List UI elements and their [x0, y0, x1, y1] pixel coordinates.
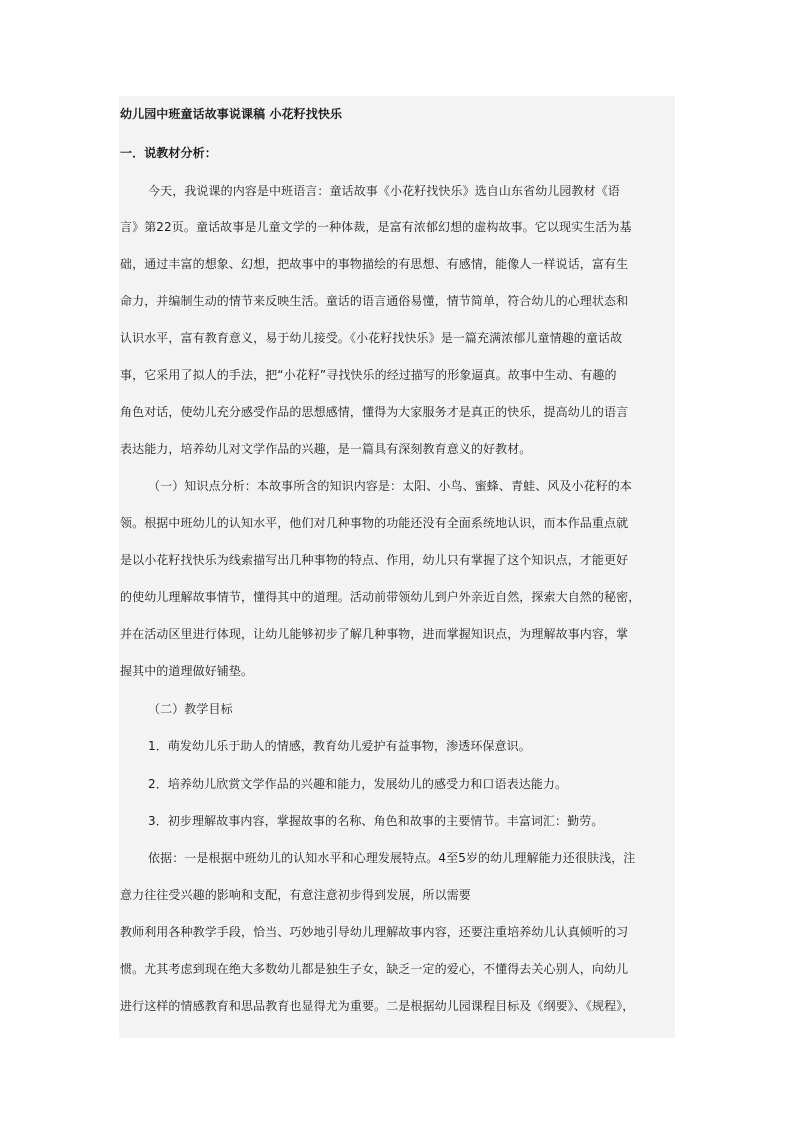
paragraph-line: 并在活动区里进行体现，让幼儿能够初步了解几种事物，进而掌握知识点，为理解故事内容，掌	[120, 627, 629, 641]
paragraph-line: 言》第22页。童话故事是儿童文学的一种体裁，是富有浓郁幻想的虚构故事。它以现实生活为基	[120, 220, 632, 234]
paragraph-line: 今天，我说课的内容是中班语言：童话故事《小花籽找快乐》选自山东省幼儿园教材《语	[148, 184, 620, 198]
objective-item: 3．初步理解故事内容，掌握故事的名称、角色和故事的主要情节。丰富词汇：勤劳。	[148, 814, 604, 828]
objective-item: 2．培养幼儿欣赏文学作品的兴趣和能力，发展幼儿的感受力和口语表达能力。	[148, 777, 568, 791]
paragraph-line: 进行这样的情感教育和思品教育也显得尤为重要。二是根据幼儿园课程目标及《纲要》、《规程》，	[120, 999, 635, 1013]
paragraph-line: 角色对话，使幼儿充分感受作品的思想感情，懂得为大家服务才是真正的快乐，提高幼儿的语言	[120, 405, 629, 419]
paragraph-line: 事，它采用了拟人的手法，把“小花籽”寻找快乐的经过描写的形象逼真。故事中生动、有趣的	[120, 368, 617, 382]
paragraph-line: 惯。尤其考虑到现在绝大多数幼儿都是独生子女，缺乏一定的爱心，不懂得去关心别人，向幼儿	[120, 962, 629, 976]
section-heading: 一．说教材分析：	[120, 146, 217, 160]
objective-item: 1．萌发幼儿乐于助人的情感，教育幼儿爱护有益事物，渗透环保意识。	[148, 739, 531, 753]
document-title: 幼儿园中班童话故事说课稿 小花籽找快乐	[120, 107, 343, 121]
subsection-heading: （二）教学目标	[148, 702, 233, 716]
paragraph-line: 教师利用各种教学手段，恰当、巧妙地引导幼儿理解故事内容，还要注重培养幼儿认真倾听的习	[120, 925, 629, 939]
paragraph-line: 认识水平，富有教育意义，易于幼儿接受。《小花籽找快乐》是一篇充满浓郁儿童情趣的童话故	[120, 331, 623, 345]
paragraph-line: 的使幼儿理解故事情节，懂得其中的道理。活动前带领幼儿到户外亲近自然，探索大自然的秘密，	[120, 590, 641, 604]
paragraph-line: 意力往往受兴趣的影响和支配，有意注意初步得到发展，所以需要	[120, 888, 471, 902]
paragraph-line: 表达能力，培养幼儿对文学作品的兴趣，是一篇具有深刻教育意义的好教材。	[120, 442, 532, 456]
paragraph-line: 是以小花籽找快乐为线索描写出几种事物的特点、作用，幼儿只有掌握了这个知识点，才能更好	[120, 553, 629, 567]
paragraph-line: 握其中的道理做好铺垫。	[120, 664, 254, 678]
paragraph-line: 础，通过丰富的想象、幻想，把故事中的事物描绘的有思想、有感情，能像人一样说话，富有生	[120, 257, 629, 271]
paragraph-line: 命力，并编制生动的情节来反映生活。童话的语言通俗易懂，情节简单，符合幼儿的心理状态和	[120, 294, 629, 308]
paragraph-line: （一）知识点分析：本故事所含的知识内容是：太阳、小鸟、蜜蜂、青蛙、风及小花籽的本	[148, 479, 633, 493]
paragraph-line: 依据：一是根据中班幼儿的认知水平和心理发展特点。4至5岁的幼儿理解能力还很肤浅，注	[148, 851, 636, 865]
paragraph-line: 领。根据中班幼儿的认知水平，他们对几种事物的功能还没有全面系统地认识，而本作品重点就	[120, 516, 629, 530]
